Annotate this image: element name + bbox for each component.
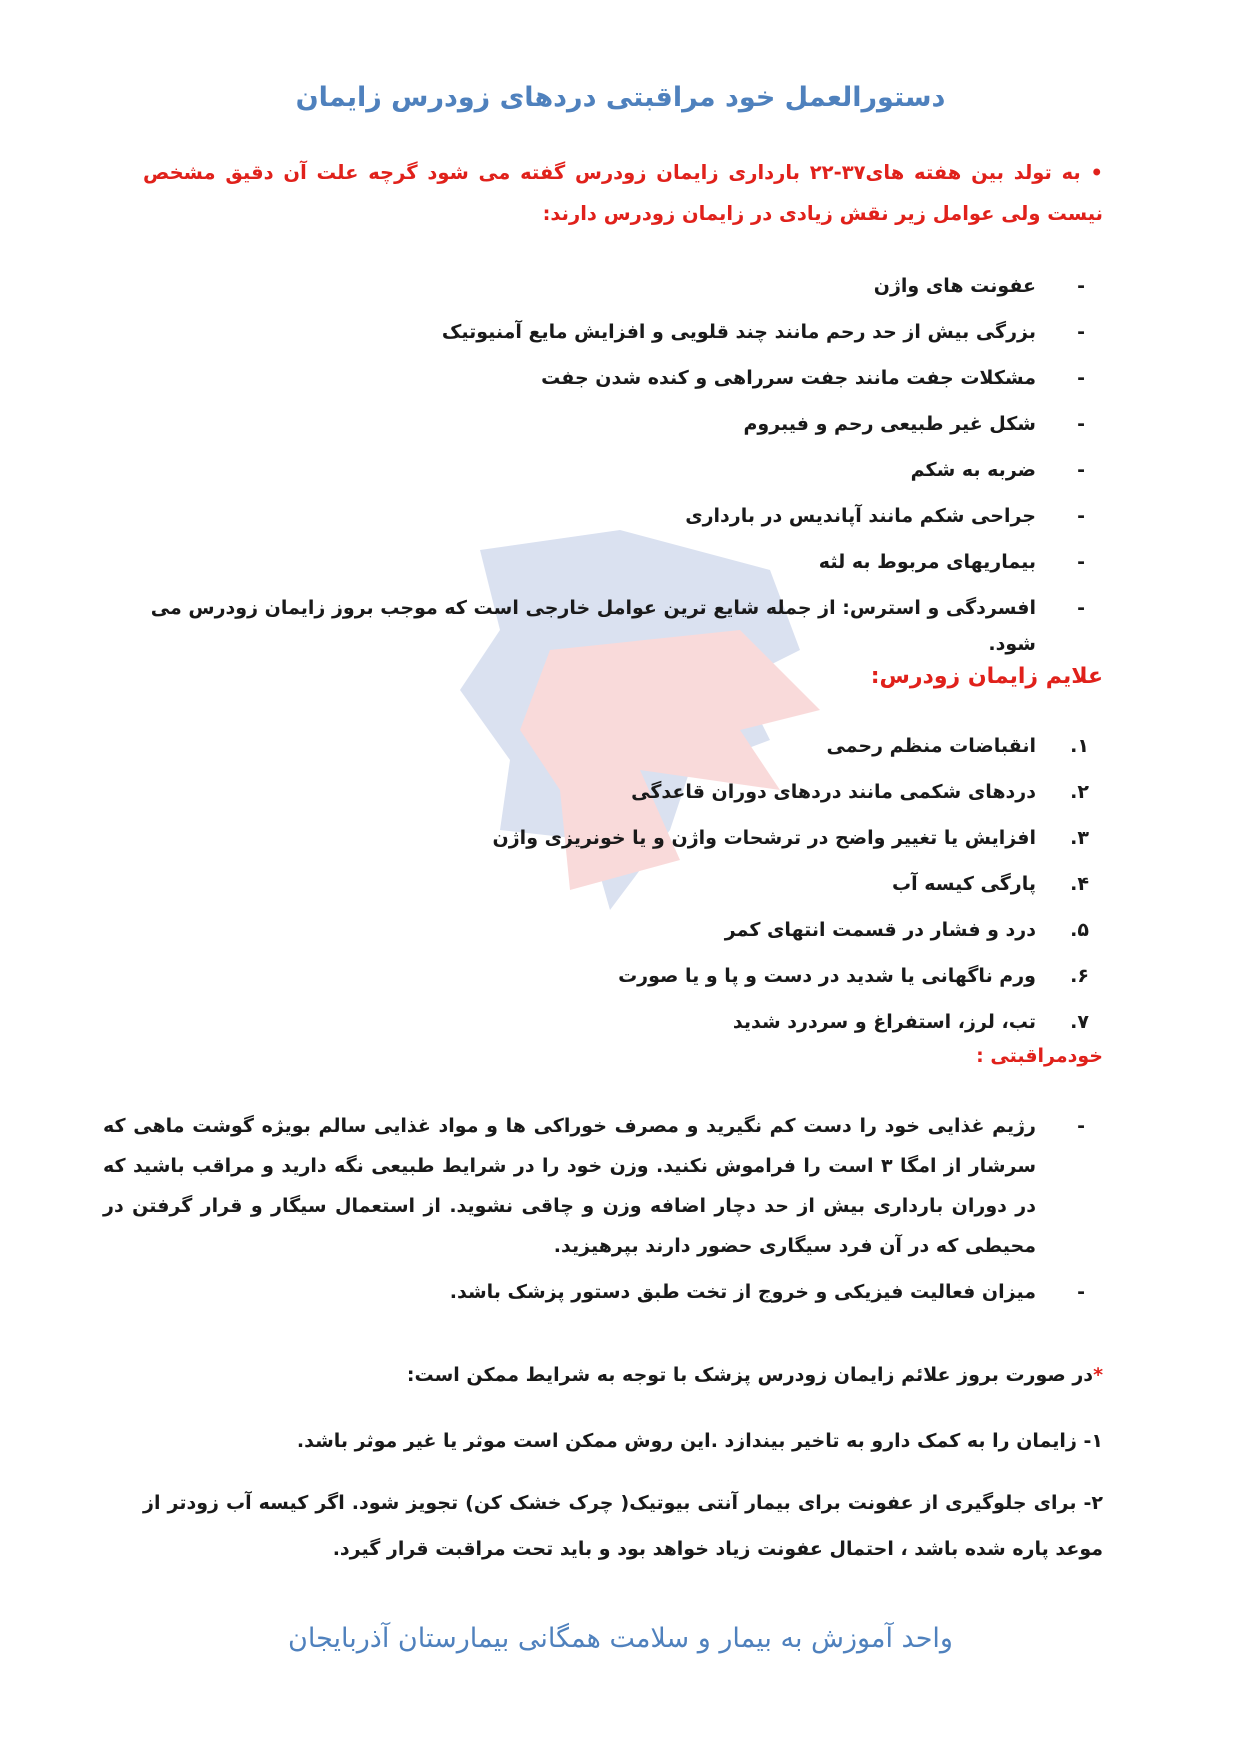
signs-heading: علایم زایمان زودرس: [870,664,1103,689]
dash-bullet: - [1077,597,1085,619]
list-item: ۳. افزایش یا تغییر واضح در ترشحات واژن و یا خونریزی واژن [103,820,1103,866]
list-item: ۷. تب، لرز، استفراغ و سردرد شدید [103,1004,1103,1050]
list-number: ۷. [1070,1011,1089,1033]
step-1: ۱- زایمان را به کمک دارو به تاخیر بیندازد .این روش ممکن است موثر یا غیر موثر باشد. [296,1430,1103,1452]
list-item: - مشکلات جفت مانند جفت سرراهی و کنده شدن جفت [103,360,1103,406]
list-item: ۵. درد و فشار در قسمت انتهای کمر [103,912,1103,958]
list-item: - بزرگی بیش از حد رحم مانند چند قلویی و افزایش مایع آمنیوتیک [103,314,1103,360]
signs-list [103,728,1103,1050]
step-2: ۲- برای جلوگیری از عفونت برای بیمار آنتی بیوتیک( چرک خشک کن) تجویز شود. اگر کیسه آب زودتر از موعد پاره شده باشد ، احتمال عفونت زیاد خواهد بود و باید تحت مراقبت قرار گیرد. [143,1492,1103,1560]
intro-paragraph: • به تولد بین هفته های۳۷-۲۲ بارداری زایمان زودرس گفته می شود گرچه علت آن دقیق مشخص نیست ولی عوامل زیر نقش زیادی در زایمان زودرس دارند: [143,161,1103,225]
dash-bullet: - [1077,275,1085,297]
footer-text: واحد آموزش به بیمار و سلامت همگانی بیمارستان آذربایجان [288,1623,953,1654]
list-number: ۲. [1070,781,1089,803]
asterisk-mark: * [1093,1364,1103,1386]
list-item: - میزان فعالیت فیزیکی و خروج از تخت طبق دستور پزشک باشد. [103,1272,1103,1318]
dash-bullet: - [1077,321,1085,343]
list-number: ۱. [1070,735,1089,757]
list-item: ۱. انقباضات منظم رحمی [103,728,1103,774]
dash-bullet: - [1077,1281,1085,1303]
list-item: - رژیم غذایی خود را دست کم نگیرید و مصرف خوراکی ها و مواد غذایی سالم بویژه گوشت ماهی که سرشار از امگا ۳ است را فراموش نکنید. وزن خود را در شرایط طبیعی نگه دارید و مراقب باشید که در دوران بارداری بیش از حد دچار اضافه وزن و چاقی نشوید. از استعمال سیگار و قرار گرفتن در محیطی که در آن فرد سیگاری حضور دارند بپرهیزید. [103,1106,1103,1272]
self-care-heading: خودمراقبتی : [976,1045,1103,1067]
self-care-list [103,1106,1103,1318]
dash-bullet: - [1077,413,1085,435]
list-item: - عفونت های واژن [103,268,1103,314]
list-item: - جراحی شکم مانند آپاندیس در بارداری [103,498,1103,544]
list-item: ۲. دردهای شکمی مانند دردهای دوران قاعدگی [103,774,1103,820]
list-item: - ضربه به شکم [103,452,1103,498]
list-number: ۳. [1070,827,1089,849]
list-number: ۴. [1070,873,1089,895]
list-item: - بیماریهای مربوط به لثه [103,544,1103,590]
dash-bullet: - [1077,505,1085,527]
dash-bullet: - [1077,459,1085,481]
list-item: - افسردگی و استرس: از جمله شایع ترین عوامل خارجی است که موجب بروز زایمان زودرس می شود. [103,590,1103,636]
list-number: ۶. [1070,965,1089,987]
dash-bullet: - [1077,367,1085,389]
risk-factors-list [103,268,1103,655]
list-item: ۶. ورم ناگهانی یا شدید در دست و پا و یا صورت [103,958,1103,1004]
dash-bullet: - [1077,1115,1085,1137]
list-item: - شکل غیر طبیعی رحم و فیبروم [103,406,1103,452]
list-number: ۵. [1070,919,1089,941]
dash-bullet: - [1077,551,1085,573]
doctor-note: *در صورت بروز علائم زایمان زودرس پزشک با توجه به شرایط ممکن است: [406,1364,1103,1386]
document-title: دستورالعمل خود مراقبتی دردهای زودرس زایمان [295,82,946,113]
list-item: ۴. پارگی کیسه آب [103,866,1103,912]
